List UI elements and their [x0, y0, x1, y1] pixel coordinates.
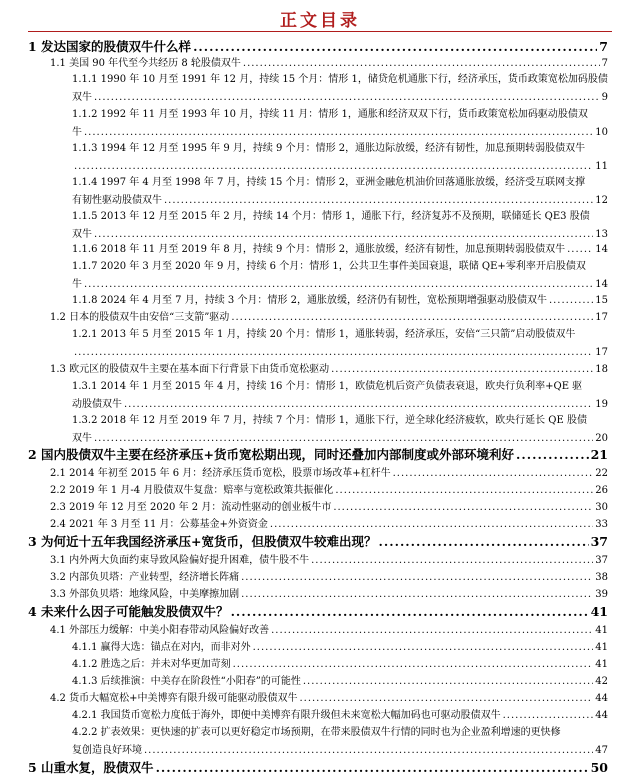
toc-entry-title: 4.2.2 扩表效果：更快速的扩表可以更好稳定市场预期，在带来股债双牛行情的同时也为企业盈利增速的更快修 — [72, 727, 561, 738]
toc-page-number: 7 — [599, 39, 608, 54]
toc-entry-title: 4.1.1 赢得大选：锚点在对内，而非对外 — [72, 642, 251, 653]
dot-leader — [74, 159, 593, 175]
dot-leader — [516, 446, 589, 464]
toc-entry-title: 2.3 2019 年 12 月至 2020 年 2 月：流动性驱动的创业板牛市 — [50, 502, 332, 513]
dot-leader — [333, 500, 593, 516]
toc-entry-title: 3 为何近十五年我国经济承压+宽货币，但股债双牛较难出现？ — [28, 534, 377, 549]
toc-page-number: 38 — [595, 572, 608, 583]
toc-page-number: 21 — [590, 447, 608, 462]
toc-entry-title: 4.1.2 胜选之后：并未对华更加苛刻 — [72, 659, 231, 670]
dot-leader — [84, 277, 593, 293]
toc-page-number: 19 — [595, 399, 608, 410]
toc-page-number: 44 — [595, 693, 608, 704]
dot-leader — [156, 759, 589, 777]
dot-leader — [303, 674, 593, 690]
dot-leader — [567, 242, 593, 258]
dot-leader — [231, 603, 589, 621]
toc-entry-title: 1.1.6 2018 年 11 月至 2019 年 8 月，持续 9 个月：情形 2，通胀放缓，经济有韧性，加息预期转弱股债双牛 — [72, 244, 566, 255]
toc-entry-title: 1.1.8 2024 年 4 月至 7 月，持续 3 个月：情形 2，通胀放缓，经济仍有韧性，宽松预期增强驱动股债双牛 — [72, 295, 547, 306]
dot-leader — [270, 517, 593, 533]
dot-leader — [299, 691, 593, 707]
toc-entry-title: 2.1 2014 年初至 2015 年 6 月：经济承压货币宽松，股票市场改革+杠杆牛 — [50, 468, 391, 479]
toc-entry-title: 1.2 日本的股债双牛由安倍“三支箭”驱动 — [50, 312, 230, 323]
toc-page-number: 37 — [595, 555, 608, 566]
dot-leader — [94, 227, 593, 243]
toc-entry-title: 2 国内股债双牛主要在经济承压+货币宽松期出现，同时还叠加内部制度或外部环境利好 — [28, 447, 515, 462]
toc-page-number: 37 — [590, 534, 608, 549]
toc-entry-title: 4.1 外部压力缓解：中美小阳春带动风险偏好改善 — [50, 625, 270, 636]
dot-leader — [241, 570, 593, 586]
toc-page-number: 33 — [595, 519, 608, 530]
toc-entry-title: 4.2 货币大幅宽松+中美博弈有限升级可能驱动股债双牛 — [50, 693, 298, 704]
toc-entry-title-continued: 动股债双牛 — [72, 399, 122, 410]
page-title: 正文目录 — [280, 11, 360, 31]
toc-entry-title: 1.3.2 2018 年 12 月至 2019 年 7 月，持续 7 个月：情形 1，通胀下行，逆全球化经济疲软，欧央行延长 QE 股债 — [72, 415, 587, 426]
toc-entry-title: 3.3 外部负贝塔：地缘风险，中美摩擦加剧 — [50, 589, 240, 600]
toc-entry-title: 1.1.7 2020 年 3 月至 2020 年 9 月，持续 6 个月：情形 1，公共卫生事件美国衰退，联储 QE+零利率开启股债双 — [72, 261, 586, 272]
dot-leader — [311, 553, 593, 569]
toc-entry-title: 4.2.1 我国货币宽松力度低于海外，即便中美博弈有限升级但未来宽松大幅加码也可驱动股债双牛 — [72, 710, 501, 721]
toc-entry-title: 1 发达国家的股债双牛什么样 — [28, 39, 192, 54]
toc-page-number: 30 — [595, 502, 608, 513]
toc-page-number: 44 — [595, 710, 608, 721]
toc-entry-title-continued: 牛 — [72, 127, 82, 138]
dot-leader — [241, 587, 593, 603]
dot-leader — [94, 431, 593, 447]
toc-page-number: 13 — [595, 229, 608, 240]
toc-entry-title: 1.1.1 1990 年 10 月至 1991 年 12 月，持续 15 个月：情形 1，储贷危机通胀下行，经济承压，货币政策宽松加码股债 — [72, 74, 608, 85]
toc-entry-title: 1.3.1 2014 年 1 月至 2015 年 4 月，持续 16 个月：情形 1，欧债危机后资产负债表衰退，欧央行负利率+QE 驱 — [72, 381, 583, 392]
toc-entry-title-continued: 双牛 — [72, 92, 92, 103]
toc-page-number: 41 — [595, 659, 608, 670]
toc-entry-title: 1.1.4 1997 年 4 月至 1998 年 7 月，持续 15 个月：情形 2，亚洲金融危机油价回落通胀放缓，经济受互联网支撑 — [72, 177, 586, 188]
dot-leader — [549, 293, 593, 309]
toc-entry-title: 1.1.3 1994 年 12 月至 1995 年 9 月，持续 9 个月：情形 2，通胀边际放缓，经济有韧性，加息预期转弱股债双牛 — [72, 143, 586, 154]
dot-leader — [94, 90, 600, 106]
toc-entry-title-continued: 双牛 — [72, 433, 92, 444]
toc-entry-title-continued: 有韧性驱动股债双牛 — [72, 195, 162, 206]
dot-leader — [124, 397, 593, 413]
toc-entry-title-continued: 牛 — [72, 279, 82, 290]
toc-page-number: 26 — [595, 485, 608, 496]
toc-entry-title: 1.1 美国 90 年代至今共经历 8 轮股债双牛 — [50, 58, 241, 69]
toc-page-number: 14 — [595, 279, 608, 290]
dot-leader — [379, 533, 589, 551]
dot-leader — [233, 657, 594, 673]
toc-page-number: 50 — [590, 760, 608, 775]
toc-entry-title: 2.2 2019 年 1 月-4 月股债双牛复盘：赔率与宽松政策共振催化 — [50, 485, 334, 496]
toc-entry-title: 4 未来什么因子可能触发股债双牛？ — [28, 604, 229, 619]
toc-page-number: 9 — [601, 92, 608, 103]
dot-leader — [193, 38, 597, 56]
dot-leader — [335, 483, 593, 499]
toc-page-number: 22 — [595, 468, 608, 479]
toc-entry-title: 2.4 2021 年 3 月至 11 月：公募基金+外资资金 — [50, 519, 268, 530]
toc-page-number: 41 — [595, 625, 608, 636]
dot-leader — [84, 125, 593, 141]
dot-leader — [74, 345, 593, 361]
toc-page-number: 12 — [595, 195, 608, 206]
toc-page-number: 15 — [595, 295, 608, 306]
dot-leader — [271, 623, 593, 639]
toc-entry-title: 4.1.3 后续推演：中美存在阶段性“小阳春”的可能性 — [72, 676, 301, 687]
dot-leader — [331, 362, 593, 378]
toc-page-number: 11 — [595, 161, 608, 172]
toc-entry-title: 1.1.2 1992 年 11 月至 1993 年 10 月，持续 11 月：情形 1，通胀和经济双双下行，货币政策宽松加码驱动股债双 — [72, 109, 588, 120]
toc-entry-title-continued: 复创造良好环境 — [72, 745, 142, 756]
toc-page-number: 41 — [590, 604, 608, 619]
dot-leader — [144, 743, 593, 759]
dot-leader — [393, 466, 594, 482]
toc-page-number: 41 — [595, 642, 608, 653]
toc-page-number: 20 — [595, 433, 608, 444]
toc-entry-title: 1.3 欧元区的股债双牛主要在基本面下行背景下由货币宽松驱动 — [50, 364, 330, 375]
toc-page-number: 39 — [595, 589, 608, 600]
toc-entry-title: 1.2.1 2013 年 5 月至 2015 年 1 月，持续 20 个月：情形 1，通胀转弱，经济承压，安倍“三只箭”启动股债双牛 — [72, 329, 576, 340]
toc-entry-title-continued: 双牛 — [72, 229, 92, 240]
toc-page-number: 14 — [595, 244, 608, 255]
toc-page-number: 17 — [595, 347, 608, 358]
dot-leader — [231, 310, 593, 326]
dot-leader — [253, 640, 594, 656]
dot-leader — [243, 56, 600, 72]
toc-entry-title: 3.1 内外两大负面约束导致风险偏好提升困难，债牛股不牛 — [50, 555, 310, 566]
toc-entry-title: 5 山重水复，股债双牛 — [28, 760, 154, 775]
toc-page-number: 17 — [595, 312, 608, 323]
toc-page-number: 47 — [595, 745, 608, 756]
toc-page-number: 42 — [595, 676, 608, 687]
toc-entry-title: 1.1.5 2013 年 12 月至 2015 年 2 月，持续 14 个月：情形 1，通胀下行，经济复苏不及预期，联储延长 QE3 股债 — [72, 211, 590, 222]
toc-entry-title: 3.2 内部负贝塔：产业转型，经济增长阵痛 — [50, 572, 240, 583]
dot-leader — [164, 193, 593, 209]
dot-leader — [503, 708, 594, 724]
toc-page-number: 10 — [595, 127, 608, 138]
toc-page-number: 7 — [601, 58, 608, 69]
toc-page-number: 18 — [595, 364, 608, 375]
